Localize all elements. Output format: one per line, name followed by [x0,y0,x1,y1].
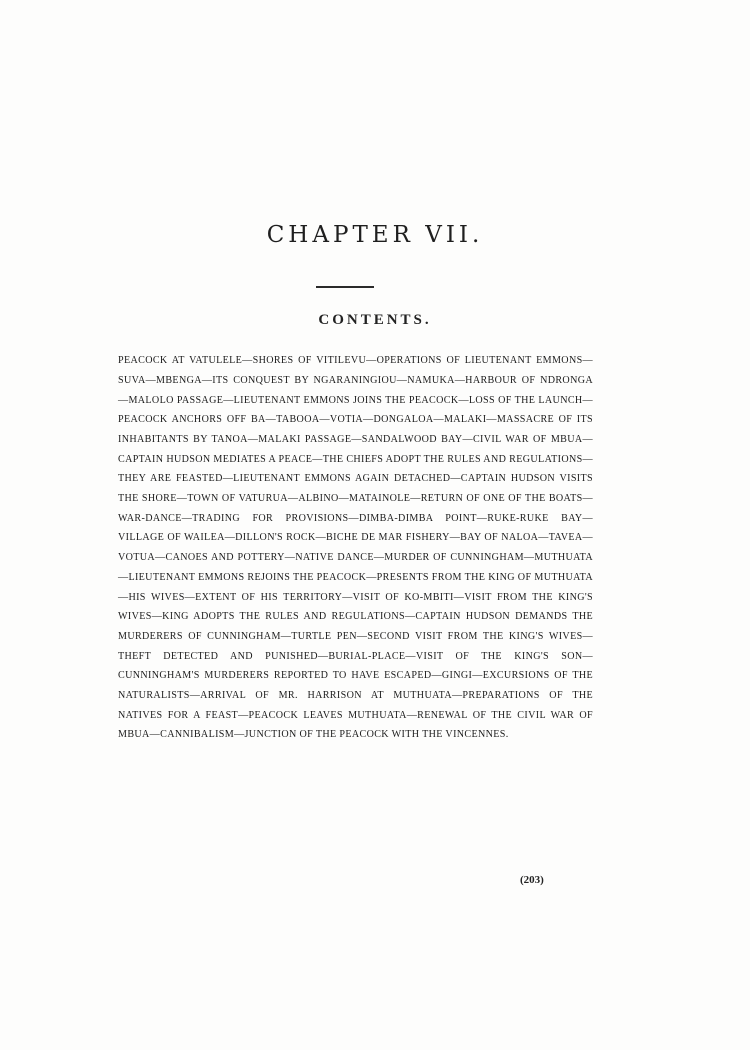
page-number: (203) [520,874,544,886]
contents-summary: PEACOCK AT VATULELE—SHORES OF VITILEVU—OPERATIONS OF LIEUTENANT EMMONS—SUVA—MBENGA—ITS CONQUEST BY NGARANINGIOU—NAMUKA—HARBOUR OF NDRONGA—MALOLO PASSAGE—LIEUTENANT EMMONS JOINS THE PEACOCK—LOSS OF THE LAUNCH—PEACOCK ANCHORS OFF BA—TABOOA—VOTIA—DONGALOA—MALAKI—MASSACRE OF ITS INHABITANTS BY TANOA—MALAKI PASSAGE—SANDALWOOD BAY—CIVIL WAR OF MBUA—CAPTAIN HUDSON MEDIATES A PEACE—THE CHIEFS ADOPT THE RULES AND REGULATIONS—THEY ARE FEASTED—LIEUTENANT EMMONS AGAIN DETACHED—CAPTAIN HUDSON VISITS THE SHORE—TOWN OF VATURUA—ALBINO—MATAINOLE—RETURN OF ONE OF THE BOATS—WAR-DANCE—TRADING FOR PROVISIONS—DIMBA-DIMBA POINT—RUKE-RUKE BAY—VILLAGE OF WAILEA—DILLON'S ROCK—BICHE DE MAR FISHERY—BAY OF NALOA—TAVEA—VOTUA—CANOES AND POTTERY—NATIVE DANCE—MURDER OF CUNNINGHAM—MUTHUATA—LIEUTENANT EMMONS REJOINS THE PEACOCK—PRESENTS FROM THE KING OF MUTHUATA—HIS WIVES—EXTENT OF HIS TERRITORY—VISIT OF KO-MBITI—VISIT FROM THE KING'S WIVES—KING ADOPTS THE RULES AND REGULATIONS—CAPTAIN HUDSON DEMANDS THE MURDERERS OF CUNNINGHAM—TURTLE PEN—SECOND VISIT FROM THE KING'S WIVES—THEFT DETECTED AND PUNISHED—BURIAL-PLACE—VISIT OF THE KING'S SON—CUNNINGHAM'S MURDERERS REPORTED TO HAVE ESCAPED—GINGI—EXCURSIONS OF THE NATURALISTS—ARRIVAL OF MR. HARRISON AT MUTHUATA—PREPARATIONS OF THE NATIVES FOR A FEAST—PEACOCK LEAVES MUTHUATA—RENEWAL OF THE CIVIL WAR OF MBUA—CANNIBALISM—JUNCTION OF THE PEACOCK WITH THE VINCENNES. [118,355,593,741]
contents-heading: CONTENTS. [318,312,432,328]
title-divider [316,286,374,288]
chapter-title: CHAPTER VII. [266,222,484,248]
